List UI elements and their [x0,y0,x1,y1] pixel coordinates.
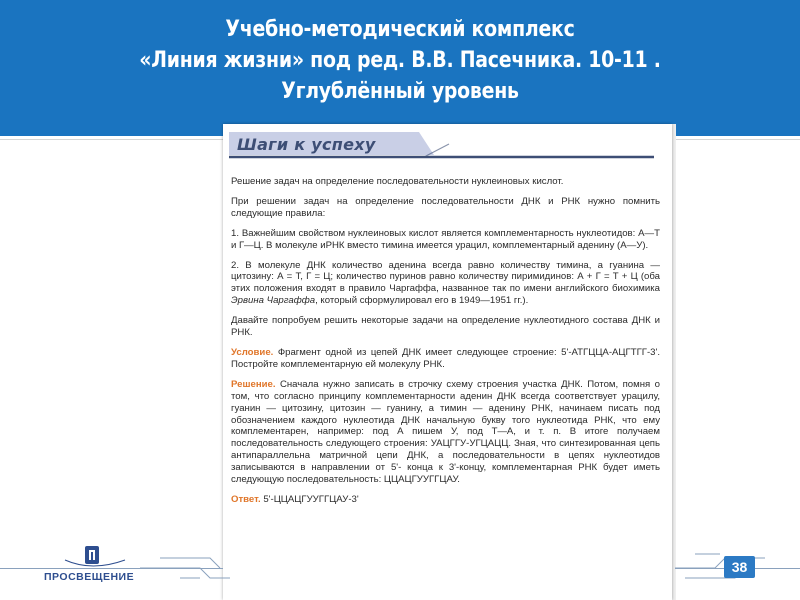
section-title: Шаги к успеху [237,135,376,154]
answer-label: Ответ. [231,493,261,505]
footer-decoration-left-icon [140,548,230,588]
solution-label: Решение. [231,378,276,390]
solution-paragraph [231,379,660,486]
page-content [231,176,660,514]
title-banner [0,0,800,139]
rule-2-paragraph [231,260,660,308]
slide-title-line-2: «Линия жизни» под ред. В.В. Пасечника. 10-11 . [139,48,661,73]
rule-1-paragraph: 1. Важнейшим свойством нуклеиновых кислот является комплементарность нуклеотидов: А—Т и Г—Ц. В молекуле иРНК вместо тимина имеется урацил, комплементарный аденину (А—У). [231,227,660,251]
section-ribbon [229,132,654,160]
rule-2-text-end: , который сформулировал его в 1949—1951 гг.). [315,295,529,307]
intro-paragraph: Решение задач на определение последовательности нуклеиновых кислот. [231,176,564,187]
task-intro-paragraph: Давайте попробуем решить некоторые задачи на определение нуклеотидного состава ДНК и РНК. [231,315,660,339]
publisher-logo-text: ПРОСВЕЩЕНИЕ [44,571,135,583]
slide-title-line-1: Учебно-методический комплекс [225,17,575,42]
textbook-page [223,124,672,600]
solution-text: Сначала нужно записать в строчку схему строения участка ДНК. Потом, помня о том, что согласно принципу комплементарности аденин ДНК всегда соответствует урацилу, гуанин — цитозину, цитозин — гуанину, а тимин — аденину РНК, начинаем писать под обозначением каждого нуклеотида ДНК начальную букву того нуклеотида РНК, что ему комплементарен, например: под А пишем У, под Т—А, и т. п. В итоге получаем последовательность следующего строения: УАЦГГУ-УГЦАЦЦ. Зная, что синтезированная цепь антипараллельна матричной цепи ДНК, а последовательности в цепях нуклеотидов записываются в направлении от 5'- конца к 3'-концу, комплементарная РНК будет иметь следующую последовательность: ЦЦАЦГУУГГЦАУ. [231,378,660,486]
answer-paragraph [231,494,660,506]
page-number-badge: 38 [724,556,755,578]
slide-title [56,14,744,107]
condition-paragraph [231,347,660,371]
slide-title-line-3: Углублённый уровень [281,79,519,104]
condition-text: Фрагмент одной из цепей ДНК имеет следующее строение: 5'-АТГЦЦА-АЦГТГГ-3'. Постройте комплементарную ей молекулу РНК. [231,346,660,370]
rules-intro-paragraph: При решении задач на определение последовательности ДНК и РНК нужно помнить следующие правила: [231,195,660,219]
condition-label: Условие. [231,346,274,358]
answer-text: 5'-ЦЦАЦГУУГГЦАУ-3' [260,493,359,505]
chargaff-name: Эрвина Чаргаффа [231,295,316,307]
rule-2-text-start: 2. В молекуле ДНК количество аденина всегда равно количеству тимина, а гуанина — цитозину: А = Т, Г = Ц; количество пуринов равно количеству пиримидинов: А + Г = Т + Ц (оба этих положения входят в правило Чаргаффа, названное так по имени английского биохимика [231,259,660,295]
